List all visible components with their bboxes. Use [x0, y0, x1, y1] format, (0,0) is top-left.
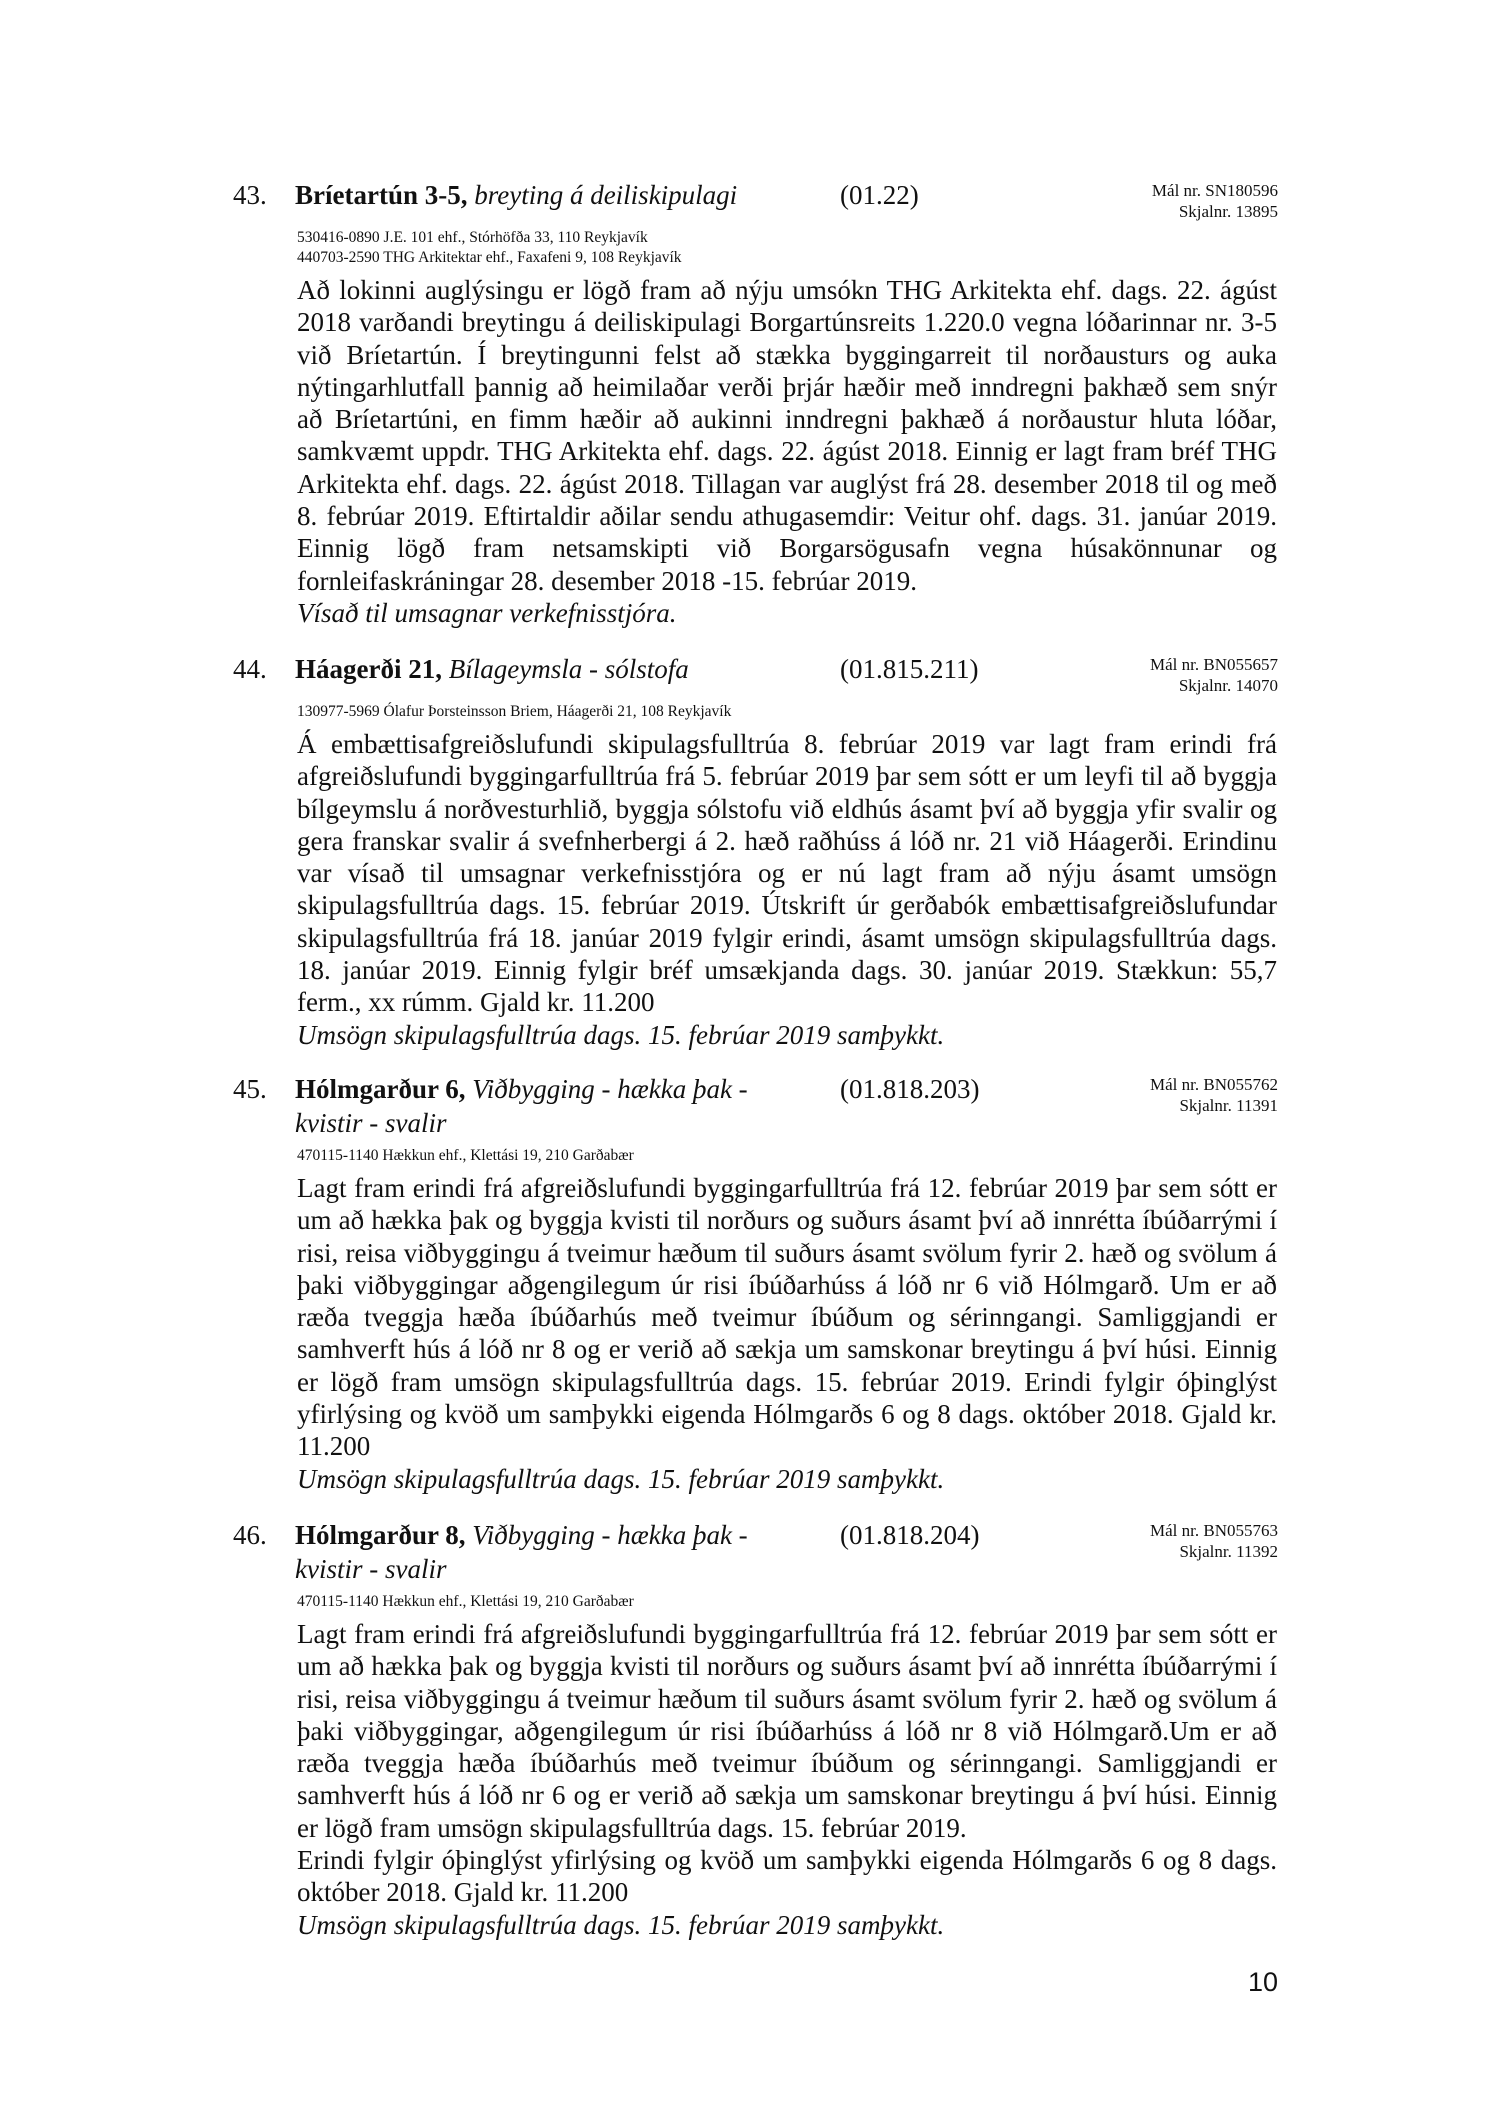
item-reference: [1152, 180, 1278, 222]
applicant-line: 440703-2590 THG Arkitektar ehf., Faxafeni 9, 108 Reykjavík: [297, 249, 682, 266]
case-number: Mál nr. BN055763: [1150, 1521, 1278, 1540]
document-number: Skjalnr. 14070: [1178, 676, 1278, 695]
item-paragraph: Lagt fram erindi frá afgreiðslufundi byggingarfulltrúa frá 12. febrúar 2019 þar sem sótt er um að hækka þak og byggja kvisti til norðurs og suðurs ásamt því að innrétta íbúðarrými í risi, reisa viðbyggingu á tveimur hæðum til suðurs ásamt svölum fyrir 2. hæð og svölum á þaki viðbyggingar, aðgengilegum úr risi íbúðarhúss á lóð nr 8 við Hólmgarð.Um er að ræða tveggja hæða íbúðarhús með tveimur íbúðum og sérinngangi. Samliggjandi er samhverft hús á lóð nr 6 og er verið að sækja um samskonar breytingu á því húsi. Einnig er lögð fram umsögn skipulagsfulltrúa dags. 15. febrúar 2019.: [297, 1619, 1277, 1843]
document-number: Skjalnr. 11392: [1179, 1542, 1278, 1561]
item-address: Bríetartún 3-5,: [295, 180, 468, 210]
case-number: Mál nr. SN180596: [1151, 181, 1278, 200]
item-land-code: (01.22): [840, 180, 919, 210]
applicants: [297, 1146, 634, 1166]
applicant-line: 470115-1140 Hækkun ehf., Klettási 19, 210 Garðabær: [297, 1147, 634, 1164]
item-subject: Viðbygging - hækka þak - kvistir - svalir: [295, 1074, 748, 1138]
item-subject: Bílageymsla - sólstofa: [448, 654, 689, 684]
item-title: [295, 1518, 775, 1586]
applicant-line: 130977-5969 Ólafur Þorsteinsson Briem, Háagerði 21, 108 Reykjavík: [297, 703, 732, 720]
item-address: Hólmgarður 8,: [295, 1520, 466, 1550]
item-body: [297, 728, 1277, 1051]
item-number: 43.: [233, 180, 267, 210]
item-number: 45.: [233, 1074, 267, 1104]
item-conclusion: Umsögn skipulagsfulltrúa dags. 15. febrúar 2019 samþykkt.: [297, 1019, 945, 1050]
document-number: Skjalnr. 13895: [1178, 202, 1278, 221]
item-conclusion: Umsögn skipulagsfulltrúa dags. 15. febrúar 2019 samþykkt.: [297, 1463, 945, 1494]
item-paragraph: Erindi fylgir óþinglýst yfirlýsing og kvöð um samþykki eigenda Hólmgarðs 6 og 8 dags. október 2018. Gjald kr. 11.200: [297, 1845, 1277, 1908]
applicants: [297, 1592, 634, 1612]
item-body: [297, 1618, 1277, 1941]
item-number: 44.: [233, 654, 267, 684]
item-conclusion: Umsögn skipulagsfulltrúa dags. 15. febrúar 2019 samþykkt.: [297, 1909, 945, 1940]
item-land-code: (01.818.204): [840, 1520, 980, 1550]
item-conclusion: Vísað til umsagnar verkefnisstjóra.: [297, 597, 677, 628]
item-reference: [1150, 654, 1278, 696]
page-number: 10: [1247, 1967, 1278, 1997]
item-paragraph: Lagt fram erindi frá afgreiðslufundi byggingarfulltrúa frá 12. febrúar 2019 þar sem sótt er um að hækka þak og byggja kvisti til norðurs og suðurs ásamt því að innrétta íbúðarrými í risi, reisa viðbyggingu á tveimur hæðum til suðurs ásamt svölum fyrir 2. hæð og svölum á þaki viðbyggingar aðgengilegum úr risi íbúðarhúss á lóð nr 6 við Hólmgarð. Um er að ræða tveggja hæða íbúðarhús með tveimur íbúðum og sérinngangi. Samliggjandi er samhverft hús á lóð nr 8 og er verið að sækja um samskonar breytingu á því húsi. Einnig er lögð fram umsögn skipulagsfulltrúa dags. 15. febrúar 2019. Erindi fylgir óþinglýst yfirlýsing og kvöð um samþykki eigenda Hólmgarðs 6 og 8 dags. október 2018. Gjald kr. 11.200: [297, 1173, 1277, 1462]
item-land-code: (01.815.211): [840, 654, 979, 684]
document-number: Skjalnr. 11391: [1179, 1096, 1278, 1115]
applicant-line: 470115-1140 Hækkun ehf., Klettási 19, 210 Garðabær: [297, 1593, 634, 1610]
item-subject: breyting á deiliskipulagi: [474, 180, 738, 210]
applicants: [297, 228, 682, 268]
item-body: [297, 274, 1277, 629]
case-number: Mál nr. BN055657: [1150, 655, 1278, 674]
case-number: Mál nr. BN055762: [1150, 1075, 1278, 1094]
item-reference: [1150, 1520, 1278, 1562]
item-subject: Viðbygging - hækka þak - kvistir - svalir: [295, 1520, 748, 1584]
item-body: [297, 1172, 1277, 1495]
item-address: Háagerði 21,: [295, 654, 442, 684]
item-paragraph: Á embættisafgreiðslufundi skipulagsfulltrúa 8. febrúar 2019 var lagt fram erindi frá afgreiðslufundi byggingarfulltrúa frá 5. febrúar 2019 þar sem sótt er um leyfi til að byggja bílgeymslu á norðvesturhlið, byggja sólstofu við eldhús ásamt því að byggja yfir svalir og gera franskar svalir á svefnherbergi á 2. hæð raðhúss á lóð nr. 21 við Háagerði. Erindinu var vísað til umsagnar verkefnisstjóra og er nú lagt fram að nýju ásamt umsögn skipulagsfulltrúa dags. 15. febrúar 2019. Útskrift úr gerðabók embættisafgreiðslufundar skipulagsfulltrúa frá 18. janúar 2019 fylgir erindi, ásamt umsögn skipulagsfulltrúa dags. 18. janúar 2019. Einnig fylgir bréf umsækjanda dags. 30. janúar 2019. Stækkun: 55,7 ferm., xx rúmm. Gjald kr. 11.200: [297, 729, 1277, 1018]
item-reference: [1150, 1074, 1278, 1116]
item-land-code: (01.818.203): [840, 1074, 980, 1104]
item-title: [295, 652, 775, 686]
item-paragraph: Að lokinni auglýsingu er lögð fram að nýju umsókn THG Arkitekta ehf. dags. 22. ágúst 2018 varðandi breytingu á deiliskipulagi Borgartúnsreits 1.220.0 vegna lóðarinnar nr. 3-5 við Bríetartún. Í breytingunni felst að stækka byggingarreit til norðausturs og auka nýtingarhlutfall þannig að heimilaðar verði þrjár hæðir með inndregni þakhæð sem snýr að Bríetartúni, en fimm hæðir að aukinni inndregni þakhæð á norðaustur hluta lóðar, samkvæmt uppdr. THG Arkitekta ehf. dags. 22. ágúst 2018. Einnig er lagt fram bréf THG Arkitekta ehf. dags. 22. ágúst 2018. Tillagan var auglýst frá 28. desember 2018 til og með 8. febrúar 2019. Eftirtaldir aðilar sendu athugasemdir: Veitur ohf. dags. 31. janúar 2019. Einnig lögð fram netsamskipti við Borgarsögusafn vegna húsakönnunar og fornleifaskráningar 28. desember 2018 -15. febrúar 2019.: [297, 275, 1277, 596]
applicants: [297, 702, 731, 722]
item-address: Hólmgarður 6,: [295, 1074, 466, 1104]
applicant-line: 530416-0890 J.E. 101 ehf., Stórhöfða 33, 110 Reykjavík: [297, 229, 648, 246]
item-number: 46.: [233, 1520, 267, 1550]
item-title: [295, 178, 775, 212]
item-title: [295, 1072, 775, 1140]
